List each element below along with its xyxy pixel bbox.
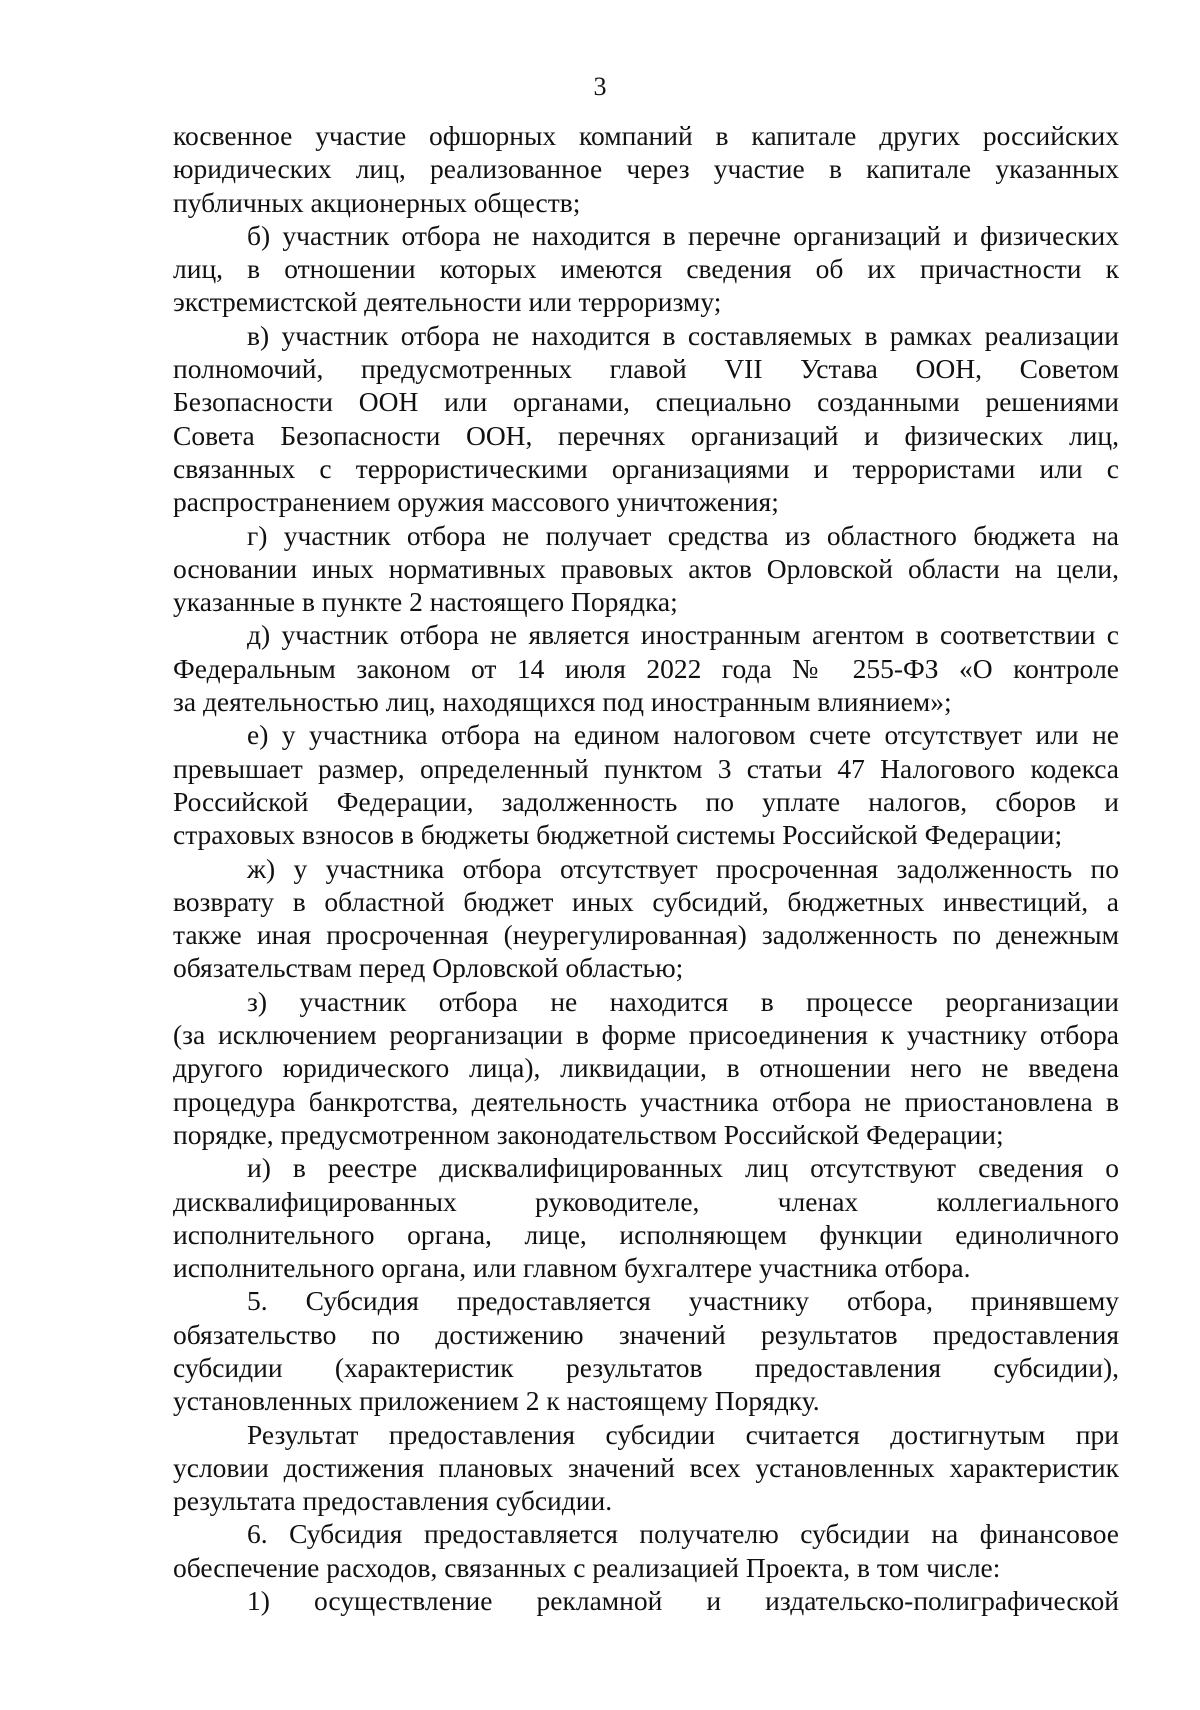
text-line: дисквалифицированных руководителе, членах коллегиального bbox=[173, 1185, 1119, 1217]
text-line: Результат предоставления субсидии считается достигнутым при bbox=[247, 1418, 1119, 1450]
text-line: Российской Федерации, задолженность по уплате налогов, сборов и bbox=[173, 785, 1119, 817]
text-line: 6. Субсидия предоставляется получателю субсидии на финансовое bbox=[247, 1518, 1119, 1550]
text-line: условии достижения плановых значений всех установленных характеристик bbox=[173, 1451, 1119, 1483]
text-line: ж) у участника отбора отсутствует просроченная задолженность по bbox=[247, 852, 1119, 884]
text-line: обязательствам перед Орловской областью; bbox=[173, 952, 684, 984]
text-line: д) участник отбора не является иностранным агентом в соответствии с bbox=[247, 619, 1119, 651]
text-line: обеспечение расходов, связанных с реализацией Проекта, в том числе: bbox=[173, 1551, 1001, 1583]
text-line: экстремистской деятельности или терроризму; bbox=[173, 286, 722, 318]
text-line: з) участник отбора не находится в процессе реорганизации bbox=[247, 985, 1119, 1017]
text-line: г) участник отбора не получает средства из областного бюджета на bbox=[247, 519, 1119, 551]
text-line: публичных акционерных обществ; bbox=[173, 186, 581, 218]
text-line: Федеральным законом от 14 июля 2022 года № 255-ФЗ «О контроле bbox=[173, 652, 1119, 684]
text-line: связанных с террористическими организациями и террористами или с bbox=[173, 452, 1119, 484]
text-line: Безопасности ООН или органами, специально созданными решениями bbox=[173, 386, 1119, 418]
text-line: юридических лиц, реализованное через участие в капитале указанных bbox=[173, 153, 1119, 185]
text-line: установленных приложением 2 к настоящему Порядку. bbox=[173, 1385, 820, 1417]
page-number: 3 bbox=[593, 72, 607, 101]
text-line: за деятельностью лиц, находящихся под иностранным влиянием»; bbox=[173, 686, 952, 718]
text-line: косвенное участие офшорных компаний в капитале других российских bbox=[173, 120, 1119, 151]
text-line: страховых взносов в бюджеты бюджетной системы Российской Федерации; bbox=[173, 819, 1063, 851]
text-line: субсидии (характеристик результатов предоставления субсидии), bbox=[173, 1351, 1119, 1383]
text-line: распространением оружия массового уничтожения; bbox=[173, 486, 779, 518]
text-line: результата предоставления субсидии. bbox=[173, 1485, 613, 1517]
document-body bbox=[173, 119, 1119, 1617]
text-line: Совета Безопасности ООН, перечнях организаций и физических лиц, bbox=[173, 419, 1119, 451]
text-line: возврату в областной бюджет иных субсидий, бюджетных инвестиций, а bbox=[173, 885, 1119, 917]
text-line: превышает размер, определенный пунктом 3 статьи 47 Налогового кодекса bbox=[173, 752, 1119, 784]
text-line: указанные в пункте 2 настоящего Порядка; bbox=[173, 586, 678, 618]
text-line: 1) осуществление рекламной и издательско-полиграфической bbox=[247, 1585, 1119, 1617]
text-line: основании иных нормативных правовых актов Орловской области на цели, bbox=[173, 552, 1119, 584]
text-line: б) участник отбора не находится в перечне организаций и физических bbox=[247, 219, 1119, 251]
text-line: и) в реестре дисквалифицированных лиц отсутствуют сведения о bbox=[247, 1152, 1119, 1184]
text-line: другого юридического лица), ликвидации, в отношении него не введена bbox=[173, 1052, 1119, 1084]
text-line: процедура банкротства, деятельность участника отбора не приостановлена в bbox=[173, 1085, 1119, 1117]
text-line: (за исключением реорганизации в форме присоединения к участнику отбора bbox=[173, 1019, 1119, 1051]
text-line: обязательство по достижению значений результатов предоставления bbox=[173, 1318, 1119, 1350]
text-line: порядке, предусмотренном законодательством Российской Федерации; bbox=[173, 1118, 1004, 1150]
text-line: полномочий, предусмотренных главой VII Устава ООН, Советом bbox=[173, 353, 1119, 385]
text-line: лиц, в отношении которых имеются сведения об их причастности к bbox=[173, 253, 1119, 285]
text-line: в) участник отбора не находится в составляемых в рамках реализации bbox=[247, 319, 1119, 351]
text-line: исполнительного органа, или главном бухгалтере участника отбора. bbox=[173, 1252, 971, 1284]
text-line: 5. Субсидия предоставляется участнику отбора, принявшему bbox=[247, 1285, 1119, 1317]
text-line: исполнительного органа, лице, исполняющем функции единоличного bbox=[173, 1218, 1119, 1250]
text-line: также иная просроченная (неурегулированная) задолженность по денежным bbox=[173, 919, 1119, 951]
text-line: е) у участника отбора на едином налоговом счете отсутствует или не bbox=[247, 719, 1119, 751]
